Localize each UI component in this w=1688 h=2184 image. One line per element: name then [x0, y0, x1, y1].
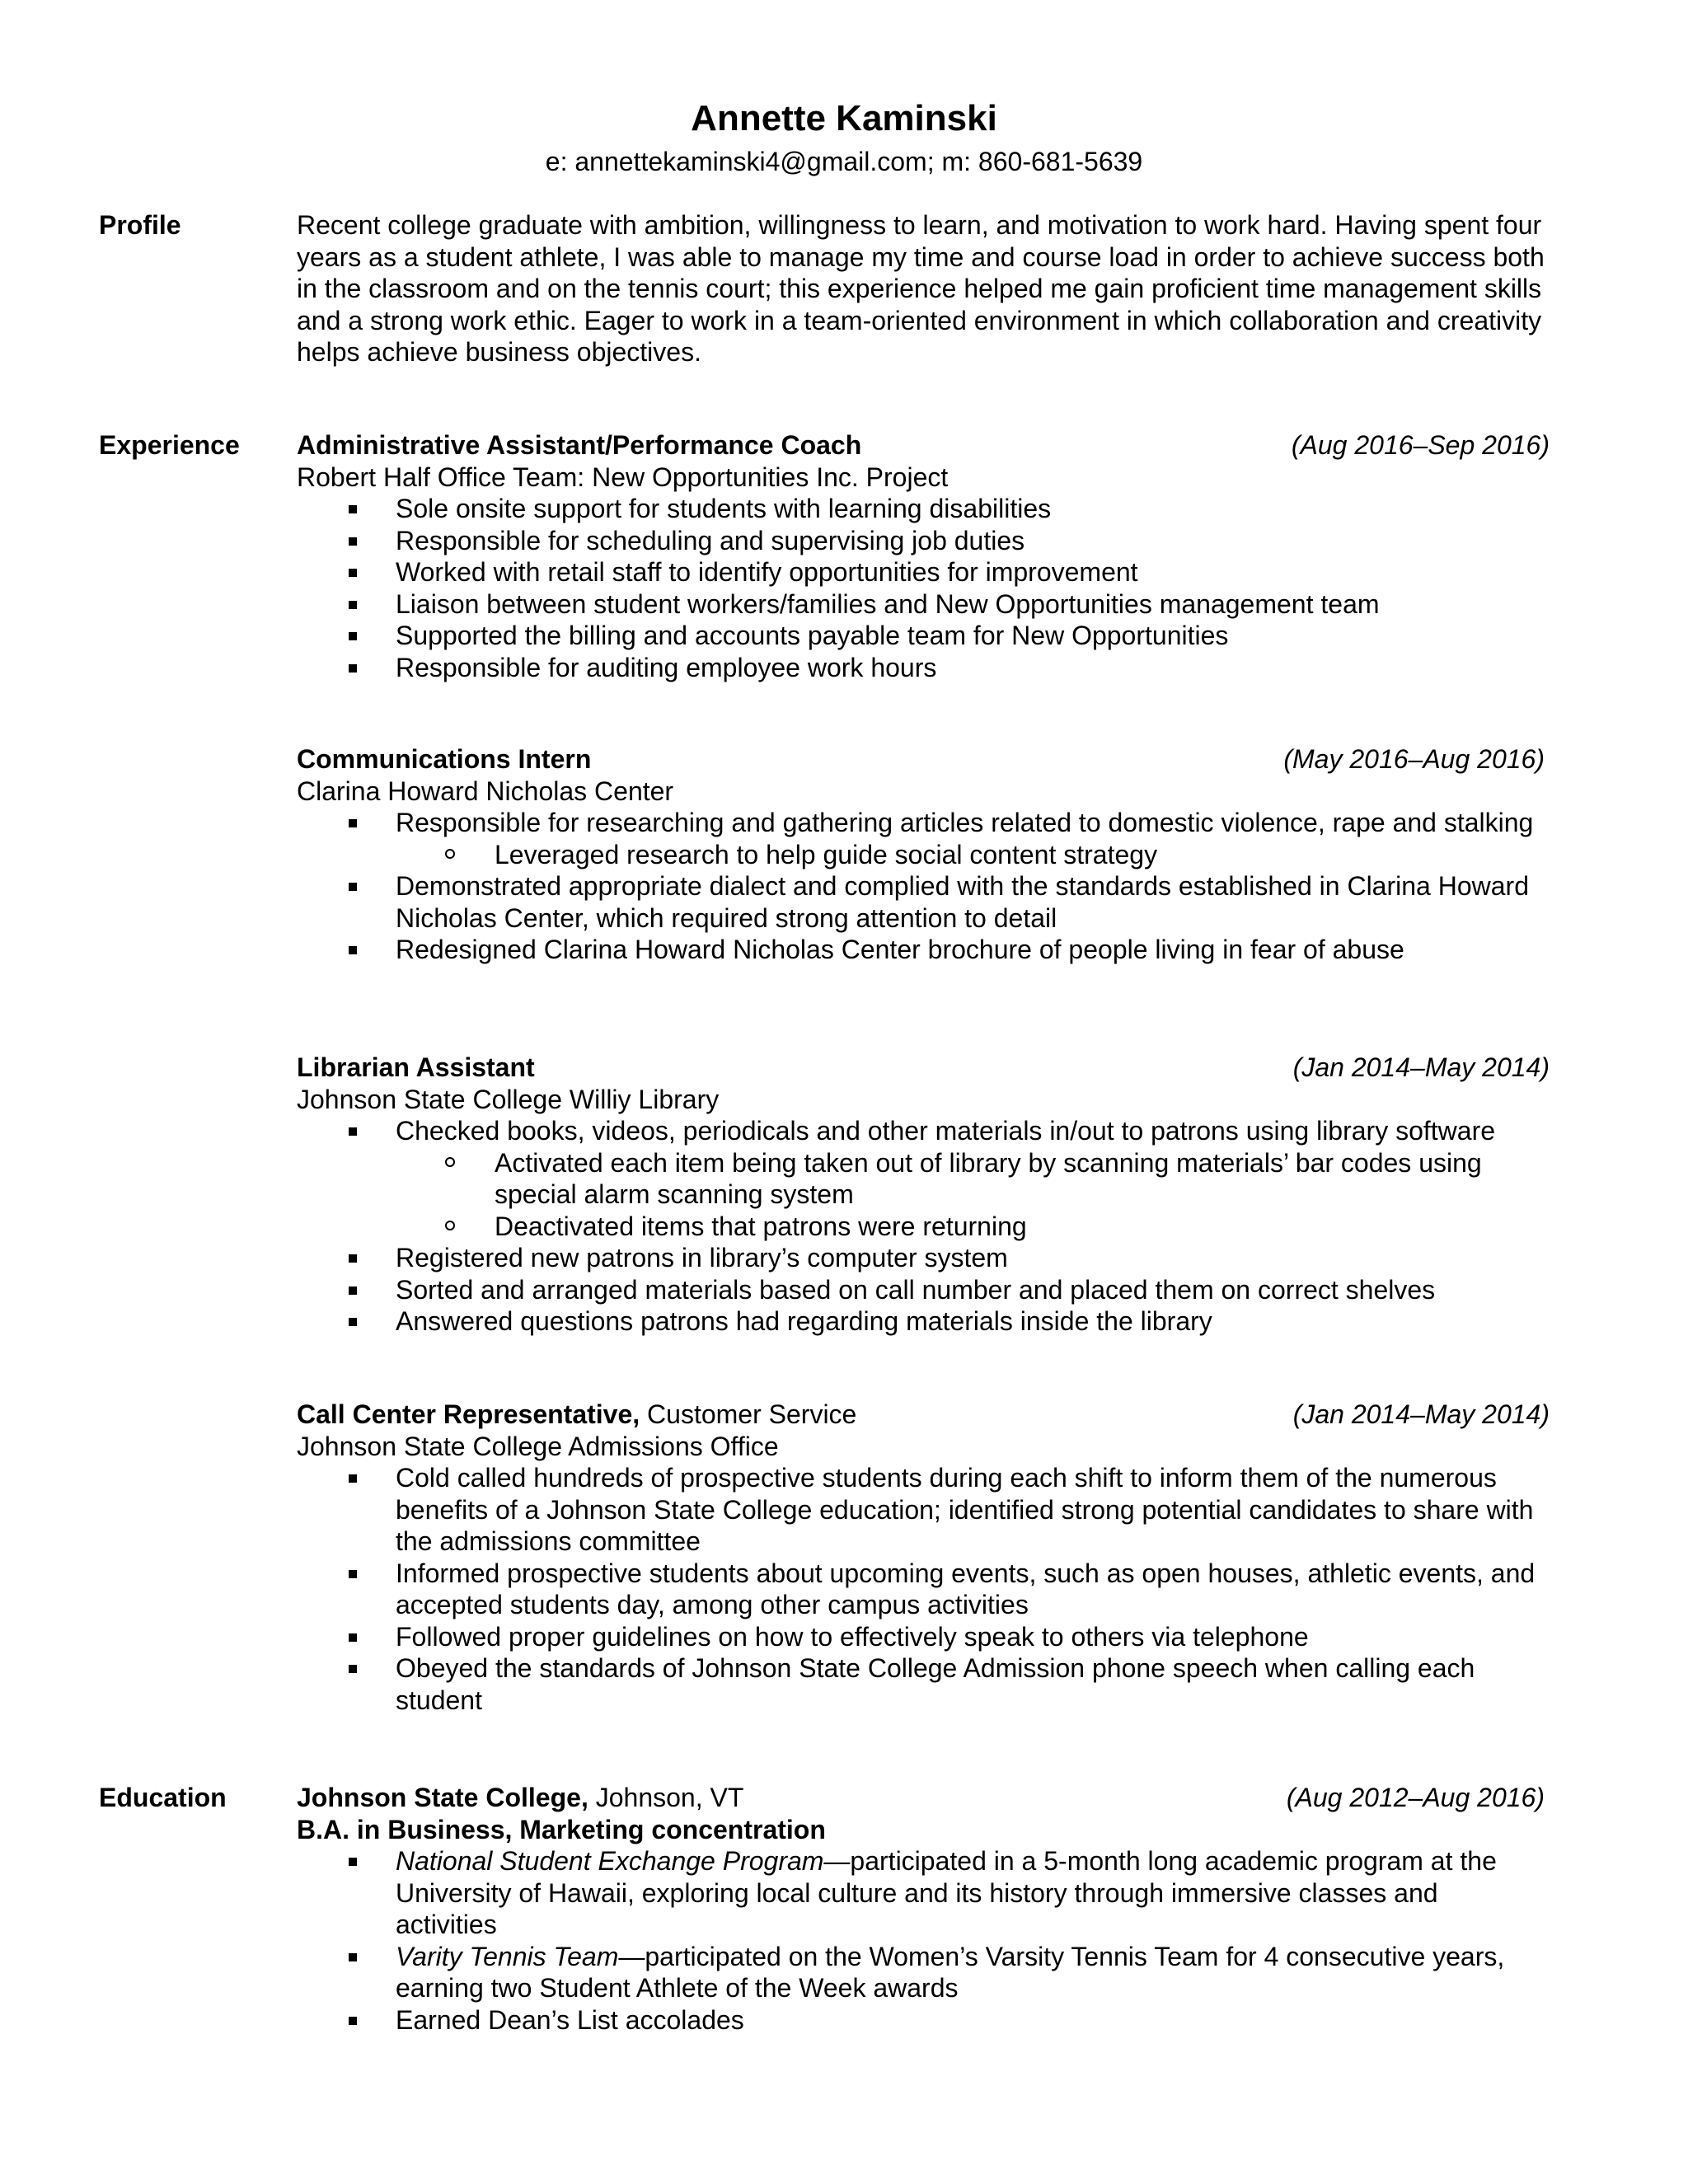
job-organization: Johnson State College Williy Library: [297, 1084, 720, 1114]
job-header: [297, 1052, 1550, 1084]
square-bullet-icon: [349, 1665, 357, 1673]
square-bullet-icon: [349, 1254, 357, 1263]
section-label-experience: Experience: [99, 430, 240, 460]
education-section: [297, 1782, 1545, 2036]
job-organization: Robert Half Office Team: New Opportunities Inc. Project: [297, 462, 949, 492]
job-bullets: [297, 493, 1550, 683]
square-bullet-icon: [349, 632, 357, 640]
list-item: Sole onsite support for students with learning disabilities: [297, 493, 1550, 525]
education-dates: (Aug 2012–Aug 2016): [1286, 1783, 1545, 1812]
list-item: Worked with retail staff to identify opportunities for improvement: [297, 556, 1550, 588]
list-item: Liaison between student workers/families and New Opportunities management team: [297, 588, 1550, 621]
job-organization: Johnson State College Admissions Office: [297, 1431, 779, 1461]
list-item: Demonstrated appropriate dialect and complied with the standards established in Clarina Howard Nicholas Center, which required strong attention to detail: [297, 870, 1545, 934]
job-title: Communications Intern: [297, 744, 592, 774]
job-librarian-assistant: [297, 1052, 1550, 1338]
education-bullets: [297, 1845, 1545, 2036]
job-dates: (May 2016–Aug 2016): [1283, 744, 1545, 774]
profile-section: [297, 209, 1558, 368]
list-item: Informed prospective students about upcoming events, such as open houses, athletic events, and accepted students day, among other campus activities: [297, 1558, 1550, 1621]
section-label-profile: Profile: [99, 210, 181, 240]
square-bullet-icon: [349, 883, 357, 891]
list-item: Responsible for researching and gathering articles related to domestic violence, rape and stalking: [297, 807, 1545, 839]
degree: B.A. in Business, Marketing concentration: [297, 1814, 826, 1844]
square-bullet-icon: [349, 1127, 357, 1136]
square-bullet-icon: [349, 537, 357, 546]
school-name: Johnson State College,: [297, 1783, 588, 1812]
job-admin-assistant: [297, 429, 1550, 683]
job-organization: Clarina Howard Nicholas Center: [297, 776, 674, 806]
list-item: Responsible for scheduling and supervising job duties: [297, 525, 1550, 557]
square-bullet-icon: [349, 1953, 357, 1961]
list-item: Answered questions patrons had regarding materials inside the library: [297, 1305, 1550, 1338]
square-bullet-icon: [349, 1570, 357, 1578]
list-item: Leveraged research to help guide social content strategy: [297, 839, 1545, 871]
square-bullet-icon: [349, 1318, 357, 1326]
job-header: [297, 429, 1550, 462]
square-bullet-icon: [349, 664, 357, 673]
job-title: Administrative Assistant/Performance Coach: [297, 430, 862, 460]
education-header: [297, 1782, 1545, 1814]
square-bullet-icon: [349, 601, 357, 609]
list-item: Checked books, videos, periodicals and other materials in/out to patrons using library software: [297, 1115, 1550, 1147]
job-call-center-representative: [297, 1399, 1550, 1716]
circle-bullet-icon: [445, 1157, 455, 1167]
profile-text: Recent college graduate with ambition, willingness to learn, and motivation to work hard. Having spent four years as a student athlete, I was able to manage my time and course load in order to achieve success both in the classroom and on the tennis court; this experience helped me gain proficient time management skills and a strong work ethic. Eager to work in a team-oriented environment in which collaboration and creativity helps achieve business objectives.: [297, 210, 1545, 367]
square-bullet-icon: [349, 569, 357, 577]
list-item: Responsible for auditing employee work hours: [297, 652, 1550, 684]
circle-bullet-icon: [445, 1221, 455, 1230]
list-item: Varity Tennis Team—participated on the Women’s Varsity Tennis Team for 4 consecutive years, earning two Student Athlete of the Week awards: [297, 1941, 1545, 2004]
square-bullet-icon: [349, 946, 357, 954]
section-label-education: Education: [99, 1783, 227, 1812]
list-item: Cold called hundreds of prospective students during each shift to inform them of the numerous benefits of a Johnson State College education; identified strong potential candidates to share with the admissions committee: [297, 1462, 1550, 1558]
list-item: Deactivated items that patrons were returning: [297, 1211, 1550, 1243]
square-bullet-icon: [349, 1633, 357, 1642]
square-bullet-icon: [349, 1474, 357, 1483]
list-item: Earned Dean’s List accolades: [297, 2004, 1545, 2036]
square-bullet-icon: [349, 819, 357, 827]
job-bullets: [297, 1462, 1550, 1716]
job-title: Call Center Representative,: [297, 1399, 640, 1429]
list-item: Redesigned Clarina Howard Nicholas Center brochure of people living in fear of abuse: [297, 934, 1545, 966]
list-item: Sorted and arranged materials based on call number and placed them on correct shelves: [297, 1274, 1550, 1306]
job-header: [297, 743, 1545, 776]
job-communications-intern: [297, 743, 1545, 966]
school-location: Johnson, VT: [588, 1783, 744, 1812]
contact-line: e: annettekaminski4@gmail.com; m: 860-681-5639: [545, 147, 1143, 176]
square-bullet-icon: [349, 1286, 357, 1295]
square-bullet-icon: [349, 1858, 357, 1866]
job-department: Customer Service: [640, 1399, 857, 1429]
job-dates: (Jan 2014–May 2014): [1292, 1052, 1550, 1082]
candidate-name: Annette Kaminski: [691, 98, 997, 138]
job-dates: (Aug 2016–Sep 2016): [1291, 430, 1550, 460]
list-item: National Student Exchange Program—participated in a 5-month long academic program at the University of Hawaii, exploring local culture and its history through immersive classes and activities: [297, 1845, 1545, 1941]
square-bullet-icon: [349, 2017, 357, 2025]
list-item: Followed proper guidelines on how to effectively speak to others via telephone: [297, 1621, 1550, 1653]
job-header: [297, 1399, 1550, 1431]
circle-bullet-icon: [445, 849, 455, 859]
job-bullets: [297, 1115, 1550, 1338]
job-bullets: [297, 807, 1545, 966]
job-title: Librarian Assistant: [297, 1052, 535, 1082]
list-item: Activated each item being taken out of library by scanning materials’ bar codes using special alarm scanning system: [297, 1147, 1550, 1211]
square-bullet-icon: [349, 505, 357, 513]
list-item: Supported the billing and accounts payable team for New Opportunities: [297, 620, 1550, 652]
list-item: Obeyed the standards of Johnson State College Admission phone speech when calling each student: [297, 1652, 1550, 1716]
list-item: Registered new patrons in library’s computer system: [297, 1242, 1550, 1274]
job-dates: (Jan 2014–May 2014): [1292, 1399, 1550, 1429]
